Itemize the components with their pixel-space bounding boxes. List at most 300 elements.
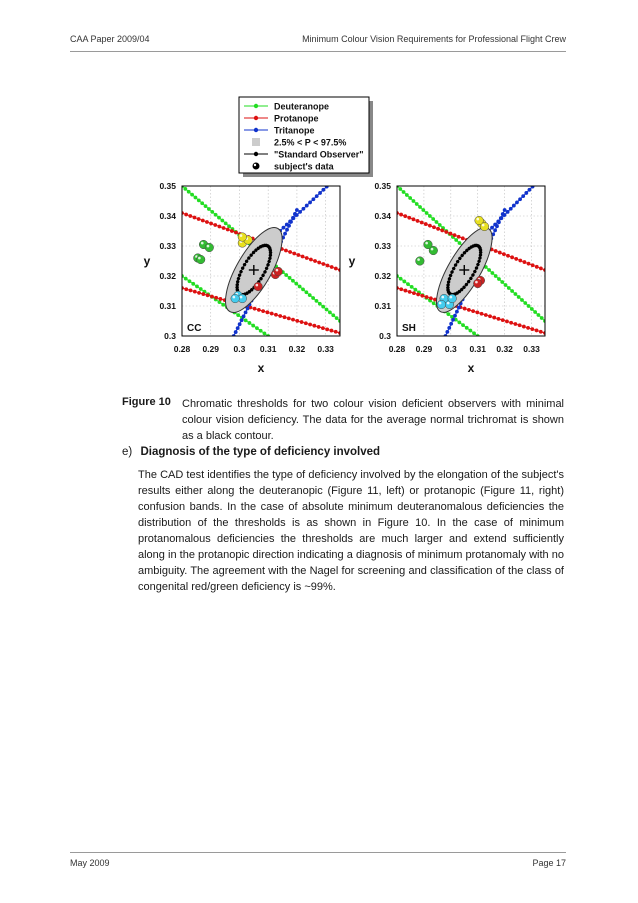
tritanope-dot (234, 330, 238, 334)
tritanope-dot (447, 326, 451, 330)
deuteranope-dot (533, 310, 537, 314)
x-tick-label-0: 0.28 (388, 344, 406, 354)
deuteranope-dot (199, 287, 203, 291)
tritanope-dot (528, 188, 532, 192)
tritanope-dot (238, 322, 242, 326)
tritanope-dot (311, 197, 315, 201)
tritanope-dot (331, 178, 335, 182)
protanope-dot (467, 308, 471, 312)
tritanope-dot (282, 226, 286, 230)
deuteranope-dot (207, 207, 211, 211)
subject-point-highlight-3 (201, 242, 204, 245)
deuteranope-dot (540, 316, 544, 320)
protanope-dot (424, 222, 428, 226)
deuteranope-dot (537, 313, 541, 317)
tritanope-dot (493, 228, 497, 232)
y-tick-label-1: 0.31 (374, 301, 391, 311)
protanope-dot (492, 316, 496, 320)
deuteranope-dot (255, 326, 259, 330)
y-tick-label-0: 0.3 (379, 331, 391, 341)
deuteranope-dot (251, 324, 255, 328)
tritanope-dot (540, 175, 544, 179)
deuteranope-dot (500, 280, 504, 284)
tritanope-dot (534, 182, 538, 186)
protanope-dot (283, 315, 287, 319)
protanope-dot (334, 330, 338, 334)
deuteranope-dot (487, 268, 491, 272)
tritanope-dot (318, 191, 322, 195)
chart-panel-sh (349, 172, 547, 375)
deuteranope-dot (263, 331, 267, 335)
deuteranope-dot (331, 313, 335, 317)
protanope-dot (193, 290, 197, 294)
protanope-dot (475, 311, 479, 315)
tritanope-dot (295, 208, 299, 212)
legend-label-1: Protanope (274, 113, 319, 124)
protanope-dot (234, 231, 238, 235)
tritanope-dot (325, 185, 329, 189)
protanope-dot (295, 319, 299, 323)
subject-point-highlight-4 (417, 258, 420, 261)
figure-caption: Chromatic thresholds for two colour vision deficient observers with minimal colour vision deficiency. The data for the average normal trichromat is shown as a black contour. (182, 398, 564, 442)
subject-point-highlight-2 (476, 218, 479, 221)
tritanope-dot (524, 191, 528, 195)
deuteranope-dot (494, 274, 498, 278)
deuteranope-dot (220, 219, 224, 223)
tritanope-dot (503, 213, 507, 217)
protanope-dot (197, 291, 201, 295)
subject-point-5 (424, 240, 433, 249)
protanope-dot (527, 262, 531, 266)
protanope-dot (523, 260, 527, 264)
deuteranope-dot (454, 238, 458, 242)
tritanope-dot (244, 310, 248, 314)
y-tick-label-0: 0.3 (164, 331, 176, 341)
subject-point-11 (448, 294, 457, 303)
x-tick-label-5: 0.33 (317, 344, 334, 354)
deuteranope-dot (321, 305, 325, 309)
protanope-dot (498, 251, 502, 255)
protanope-dot (453, 233, 457, 237)
tritanope-dot (506, 210, 510, 214)
deuteranope-dot (530, 307, 534, 311)
deuteranope-dot (236, 313, 240, 317)
protanope-dot (184, 213, 188, 217)
protanope-dot (274, 313, 278, 317)
tritanope-dot (236, 326, 240, 330)
deuteranope-dot (210, 210, 214, 214)
protanope-dot (444, 230, 448, 234)
protanope-dot (214, 296, 218, 300)
protanope-dot (425, 295, 429, 299)
deuteranope-dot (432, 301, 436, 305)
deuteranope-dot (291, 279, 295, 283)
protanope-dot (510, 255, 514, 259)
deuteranope-dot (415, 202, 419, 206)
x-tick-label-3: 0.31 (469, 344, 487, 354)
protanope-dot (428, 224, 432, 228)
protanope-dot (330, 329, 334, 333)
deuteranope-dot (457, 320, 461, 324)
tritanope-dot (305, 204, 309, 208)
chart-panel-cc (144, 172, 342, 375)
deuteranope-dot (308, 293, 312, 297)
tritanope-dot (302, 207, 306, 211)
deuteranope-dot (510, 289, 514, 293)
x-tick-label-2: 0.3 (233, 344, 246, 354)
protanope-dot (518, 259, 522, 263)
x-tick-label-2: 0.3 (444, 344, 457, 354)
subject-point-highlight-7 (475, 281, 478, 284)
x-tick-label-4: 0.32 (496, 344, 513, 354)
protanope-dot (206, 293, 210, 297)
deuteranope-dot (514, 292, 518, 296)
y-tick-label-4: 0.34 (374, 211, 391, 221)
protanope-dot (330, 265, 334, 269)
deuteranope-dot (188, 279, 192, 283)
footer-right: Page 17 (532, 858, 566, 868)
deuteranope-dot (184, 277, 188, 281)
deuteranope-dot (328, 310, 332, 314)
tritanope-dot (445, 330, 449, 334)
deuteranope-dot (194, 196, 198, 200)
deuteranope-dot (399, 277, 403, 281)
tritanope-dot (531, 185, 535, 189)
x-tick-label-3: 0.31 (259, 344, 277, 354)
protanope-dot (213, 223, 217, 227)
protanope-dot (535, 329, 539, 333)
protanope-dot (284, 249, 288, 253)
tritanope-dot (321, 188, 325, 192)
tritanope-dot (457, 306, 461, 310)
deuteranope-dot (227, 224, 231, 228)
deuteranope-dot (248, 321, 252, 325)
deuteranope-dot (520, 298, 524, 302)
subject-point-7 (473, 279, 482, 288)
protanope-dot (526, 326, 530, 330)
protanope-dot (449, 232, 453, 236)
protanope-dot (291, 318, 295, 322)
deuteranope-dot (301, 288, 305, 292)
tritanope-dot (240, 318, 244, 322)
tritanope-dot (292, 216, 296, 220)
protanope-dot (408, 290, 412, 294)
deuteranope-dot (418, 205, 422, 209)
subject-point-highlight-10 (441, 296, 444, 299)
panel-label: SH (402, 323, 416, 334)
protanope-dot (257, 308, 261, 312)
protanope-dot (514, 322, 518, 326)
deuteranope-dot (410, 285, 414, 289)
protanope-dot (420, 221, 424, 225)
running-header-left: CAA Paper 2009/04 (70, 34, 150, 44)
deuteranope-dot (408, 196, 412, 200)
protanope-dot (399, 213, 403, 217)
protanope-dot (312, 324, 316, 328)
deuteranope-dot (412, 199, 416, 203)
tritanope-dot (298, 210, 302, 214)
section-heading (122, 446, 380, 458)
protanope-dot (334, 267, 338, 271)
deuteranope-dot (413, 288, 417, 292)
protanope-dot (222, 226, 226, 230)
protanope-dot (505, 320, 509, 324)
tritanope-dot (285, 228, 289, 232)
protanope-dot (506, 254, 510, 258)
protanope-dot (189, 289, 193, 293)
legend-dot-2 (254, 128, 258, 132)
protanope-dot (404, 289, 408, 293)
subject-point-highlight-9 (447, 302, 450, 305)
subject-point-highlight-11 (450, 296, 453, 299)
tritanope-dot (496, 219, 500, 223)
protanope-dot (484, 313, 488, 317)
protanope-dot (287, 317, 291, 321)
subject-point-5 (205, 243, 214, 252)
tritanope-dot (521, 194, 525, 198)
deuteranope-dot (288, 276, 292, 280)
protanope-dot (416, 293, 420, 297)
protanope-dot (321, 262, 325, 266)
deuteranope-dot (304, 290, 308, 294)
deuteranope-dot (294, 282, 298, 286)
protanope-dot (497, 317, 501, 321)
deuteranope-dot (402, 190, 406, 194)
deuteranope-dot (284, 273, 288, 277)
protanope-dot (266, 310, 270, 314)
deuteranope-dot (197, 198, 201, 202)
deuteranope-dot (187, 190, 191, 194)
protanope-dot (309, 258, 313, 262)
protanope-dot (412, 291, 416, 295)
deuteranope-dot (421, 208, 425, 212)
tritanope-dot (499, 216, 503, 220)
x-tick-label-1: 0.29 (202, 344, 220, 354)
deuteranope-dot (431, 217, 435, 221)
protanope-dot (253, 307, 257, 311)
footer-left: May 2009 (70, 858, 110, 868)
protanope-dot (321, 326, 325, 330)
deuteranope-dot (224, 221, 228, 225)
protanope-dot (539, 330, 543, 334)
tritanope-dot (308, 201, 312, 205)
protanope-dot (457, 235, 461, 239)
deuteranope-dot (523, 301, 527, 305)
y-tick-label-3: 0.33 (159, 241, 176, 251)
x-axis-label: x (467, 361, 475, 375)
deuteranope-dot (335, 316, 339, 320)
y-tick-label-2: 0.32 (159, 271, 176, 281)
protanope-dot (278, 314, 282, 318)
tritanope-dot (295, 213, 299, 217)
protanope-dot (300, 320, 304, 324)
y-tick-label-5: 0.35 (159, 181, 176, 191)
protanope-dot (471, 309, 475, 313)
protanope-dot (201, 292, 205, 296)
deuteranope-dot (461, 323, 465, 327)
deuteranope-dot (191, 282, 195, 286)
protanope-dot (432, 225, 436, 229)
deuteranope-dot (405, 193, 409, 197)
tritanope-dot (451, 318, 455, 322)
protanope-dot (184, 287, 188, 291)
deuteranope-dot (311, 296, 315, 300)
figure-label: Figure 10 (122, 396, 171, 408)
protanope-dot (193, 216, 197, 220)
protanope-dot (317, 325, 321, 329)
protanope-dot (326, 264, 330, 268)
protanope-dot (514, 257, 518, 261)
legend-label-5: subject's data (274, 161, 334, 172)
deuteranope-dot (244, 318, 248, 322)
deuteranope-dot (214, 213, 218, 217)
panel-label: CC (187, 323, 202, 334)
legend-label-4: "Standard Observer" (274, 149, 364, 160)
subject-point-highlight-8 (276, 269, 279, 272)
deuteranope-dot (259, 329, 263, 333)
legend-dot-4 (254, 152, 258, 156)
deuteranope-dot (204, 204, 208, 208)
protanope-dot (308, 323, 312, 327)
protanope-dot (325, 327, 329, 331)
deuteranope-dot (325, 308, 329, 312)
protanope-dot (535, 265, 539, 269)
x-axis-label: x (257, 361, 265, 375)
subject-point-highlight-11 (240, 296, 243, 299)
legend-dot-0 (254, 104, 258, 108)
protanope-dot (502, 252, 506, 256)
deuteranope-dot (468, 329, 472, 333)
tritanope-dot (493, 223, 497, 227)
protanope-dot (219, 297, 223, 301)
y-tick-label-5: 0.35 (374, 181, 391, 191)
tritanope-dot (515, 201, 519, 205)
protanope-dot (412, 217, 416, 221)
subject-point-2 (475, 216, 484, 225)
deuteranope-dot (190, 193, 194, 197)
section-body: The CAD test identifies the type of deficiency involved by the elongation of the subject's results either along the deuteranopic (Figure 11, left) or protanopic (Figure 11, right) confusion bands. In the case of absolute minimum deuteranomalous deficiencies the distribution of the thresholds is as shown in Figure 10. In the case of minimum protanomalous deficiencies the thresholds are much larger and extend sufficiently along in the protanopic direction indicating a diagnosis of minimum protanomaly with no ambiguity. The agreement with the Nagel for screening and classification of the class of congenital red/green deficiency is ~99%. (138, 469, 564, 593)
subject-point-8 (274, 267, 283, 276)
deuteranope-dot (217, 216, 221, 220)
protanope-dot (429, 296, 433, 300)
tritanope-dot (328, 182, 332, 186)
running-header-right: Minimum Colour Vision Requirements for Professional Flight Crew (302, 34, 566, 44)
legend-dot-1 (254, 116, 258, 120)
deuteranope-dot (472, 331, 476, 335)
deuteranope-dot (465, 326, 469, 330)
protanope-dot (509, 321, 513, 325)
protanope-dot (297, 253, 301, 257)
x-tick-label-1: 0.29 (415, 344, 433, 354)
deuteranope-dot (507, 286, 511, 290)
protanope-dot (210, 295, 214, 299)
protanope-dot (407, 216, 411, 220)
protanope-dot (205, 220, 209, 224)
tritanope-dot (512, 204, 516, 208)
protanope-dot (403, 214, 407, 218)
deuteranope-dot (200, 201, 204, 205)
y-tick-label-3: 0.33 (374, 241, 391, 251)
subject-point-highlight-3 (431, 248, 434, 251)
protanope-dot (201, 219, 205, 223)
deuteranope-dot (402, 280, 406, 284)
protanope-dot (436, 227, 440, 231)
protanope-dot (304, 321, 308, 325)
deuteranope-dot (183, 187, 187, 191)
subject-point-highlight-6 (198, 257, 201, 260)
figure-10 (0, 0, 638, 390)
legend-label-0: Deuteranope (274, 101, 330, 112)
subject-point-highlight-9 (256, 284, 259, 287)
subject-point-highlight-5 (425, 242, 428, 245)
protanope-dot (305, 256, 309, 260)
protanope-dot (270, 312, 274, 316)
y-axis-label: y (348, 254, 356, 268)
footer-rule (70, 852, 566, 853)
y-tick-label-2: 0.32 (374, 271, 391, 281)
subject-point-2 (238, 233, 247, 242)
protanope-dot (494, 249, 498, 253)
x-tick-label-4: 0.32 (288, 344, 306, 354)
y-axis-label: y (143, 254, 151, 268)
deuteranope-dot (435, 220, 439, 224)
deuteranope-dot (497, 277, 501, 281)
protanope-dot (209, 222, 213, 226)
tritanope-dot (315, 194, 319, 198)
subject-point-highlight-5 (207, 245, 210, 248)
protanope-dot (501, 318, 505, 322)
tritanope-dot (537, 178, 541, 182)
subject-point-highlight-1 (482, 224, 485, 227)
section-title: Diagnosis of the type of deficiency involved (140, 446, 381, 458)
protanope-dot (288, 250, 292, 254)
deuteranope-dot (517, 295, 521, 299)
x-tick-label-0: 0.28 (173, 344, 191, 354)
protanope-dot (530, 327, 534, 331)
y-tick-label-4: 0.34 (159, 211, 176, 221)
tritanope-dot (285, 223, 289, 227)
y-tick-label-1: 0.31 (159, 301, 176, 311)
subject-point-highlight-12 (233, 296, 236, 299)
protanope-dot (218, 225, 222, 229)
protanope-dot (301, 255, 305, 259)
deuteranope-dot (221, 303, 225, 307)
legend-label-2: Tritanope (274, 125, 315, 136)
protanope-dot (317, 261, 321, 265)
tritanope-dot (242, 314, 246, 318)
subject-point-highlight-2 (240, 234, 243, 237)
tritanope-dot (288, 219, 292, 223)
protanope-dot (488, 314, 492, 318)
protanope-dot (518, 323, 522, 327)
tritanope-dot (449, 322, 453, 326)
protanope-dot (230, 229, 234, 233)
tritanope-dot (283, 232, 287, 236)
protanope-dot (292, 252, 296, 256)
deuteranope-dot (504, 283, 508, 287)
protanope-dot (226, 228, 230, 232)
tritanope-dot (518, 197, 522, 201)
protanope-dot (522, 325, 526, 329)
deuteranope-dot (406, 282, 410, 286)
protanope-dot (531, 263, 535, 267)
subject-point-12 (231, 294, 240, 303)
legend-ball-5 (253, 163, 260, 170)
deuteranope-dot (428, 214, 432, 218)
deuteranope-dot (398, 187, 402, 191)
protanope-dot (197, 217, 201, 221)
protanope-dot (463, 307, 467, 311)
